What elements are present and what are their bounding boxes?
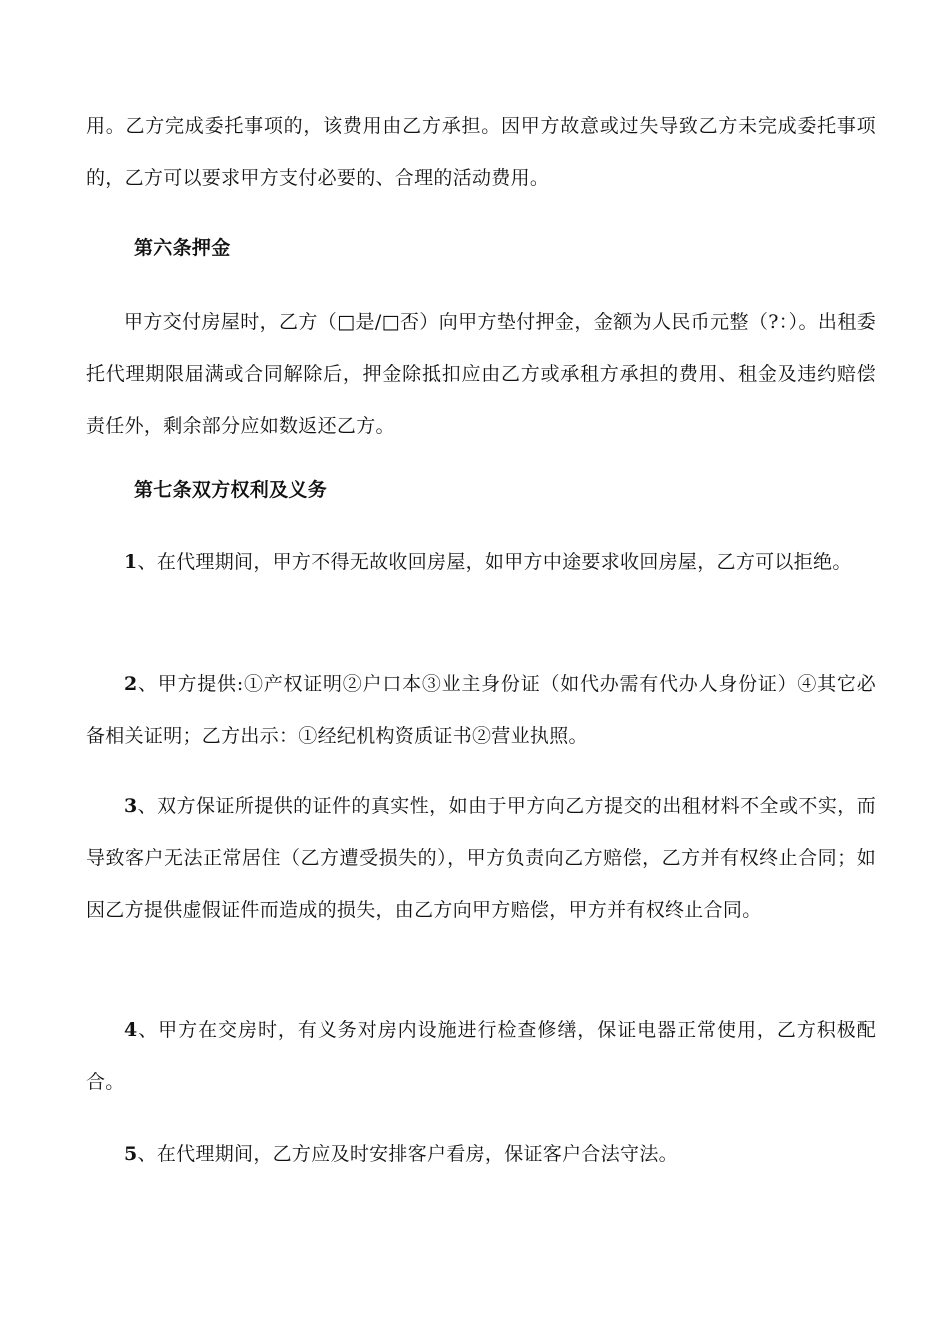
- list-item-4: [86, 1004, 876, 1108]
- list-item-number: 1: [124, 551, 138, 573]
- list-item-number: 5: [124, 1143, 138, 1165]
- list-item-text: 、甲方提供:①产权证明②户口本③业主身份证（如代办需有代办人身份证）④其它必备相关证明；乙方出示：①经纪机构资质证书②营业执照。: [86, 673, 876, 747]
- list-item-text: 、甲方在交房时，有义务对房内设施进行检查修缮，保证电器正常使用，乙方积极配合。: [86, 1019, 876, 1093]
- article-7-heading: 第七条双方权利及义务: [134, 479, 328, 501]
- article-6-heading: 第六条押金: [134, 237, 231, 259]
- list-item-number: 2: [124, 673, 138, 695]
- list-item-number: 4: [124, 1019, 138, 1041]
- list-item-number: 3: [124, 795, 138, 817]
- list-item-3: [86, 780, 876, 936]
- list-item-5: [86, 1128, 876, 1180]
- list-item-2: [86, 658, 876, 762]
- list-item-text: 、在代理期间，甲方不得无故收回房屋，如甲方中途要求收回房屋，乙方可以拒绝。: [137, 551, 852, 573]
- list-item-1: [86, 536, 876, 588]
- list-item-text: 、在代理期间，乙方应及时安排客户看房，保证客户合法守法。: [137, 1143, 678, 1165]
- paragraph-continued: 用。乙方完成委托事项的，该费用由乙方承担。因甲方故意或过失导致乙方未完成委托事项的，乙方可以要求甲方支付必要的、合理的活动费用。: [86, 115, 876, 189]
- list-item-text: 、双方保证所提供的证件的真实性，如由于甲方向乙方提交的出租材料不全或不实，而导致客户无法正常居住（乙方遭受损失的），甲方负责向乙方赔偿，乙方并有权终止合同；如因乙方提供虚假证件而造成的损失，由乙方向甲方赔偿，甲方并有权终止合同。: [86, 795, 876, 921]
- article-6-body: 甲方交付房屋时，乙方（□是/□否）向甲方垫付押金，金额为人民币元整（?：）。出租委托代理期限届满或合同解除后，押金除抵扣应由乙方或承租方承担的费用、租金及违约赔偿责任外，剩余部分应如数返还乙方。: [86, 311, 876, 437]
